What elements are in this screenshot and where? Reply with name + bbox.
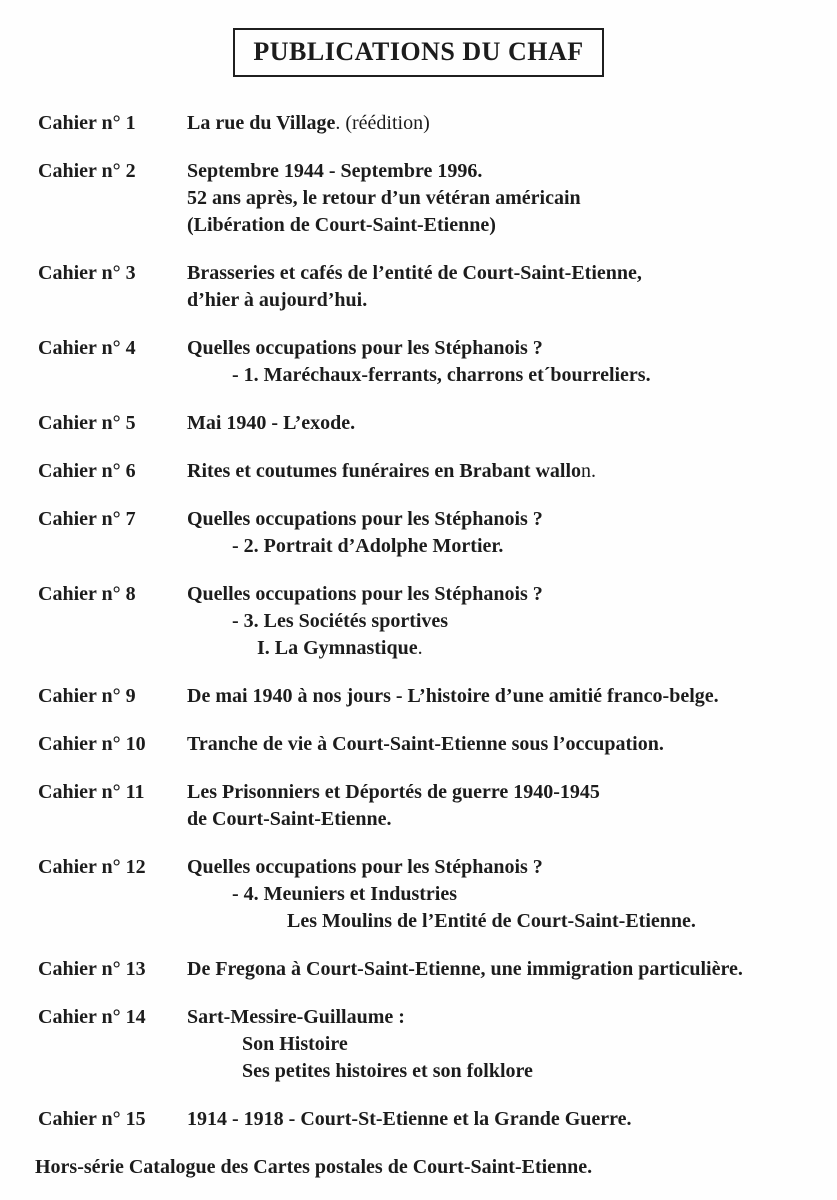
cahier-label: Cahier n° 9: [38, 685, 136, 707]
title-segment: .: [417, 637, 423, 659]
title-segment: Quelles occupations pour les Stéphanois ?: [187, 337, 543, 359]
page-title: PUBLICATIONS DU CHAF: [253, 37, 584, 66]
title-segment: Septembre 1944 - Septembre 1996.: [187, 160, 483, 182]
publication-row: [38, 335, 809, 389]
publication-row: [38, 158, 809, 239]
cahier-label: Cahier n° 8: [38, 583, 136, 605]
publication-title-line: [187, 806, 809, 833]
publication-title-line: [187, 1031, 809, 1058]
cahier-label: Cahier n° 4: [38, 337, 136, 359]
title-segment: Quelles occupations pour les Stéphanois ?: [187, 583, 543, 605]
publication-row: [38, 731, 809, 758]
publication-title: [187, 1106, 809, 1133]
title-segment: Tranche de vie à Court-Saint-Etienne sous l’occupation.: [187, 733, 664, 755]
publication-title-line: [187, 158, 809, 185]
publication-row: [38, 854, 809, 935]
title-segment: Les Prisonniers et Déportés de guerre 1940-1945: [187, 781, 600, 803]
title-segment: de Court-Saint-Etienne.: [187, 808, 392, 830]
publication-title-line: [187, 731, 809, 758]
cahier-label: Cahier n° 7: [38, 508, 136, 530]
publication-title-line: [187, 287, 809, 314]
publication-title-line: [187, 335, 809, 362]
title-segment: . (réédition): [335, 112, 430, 134]
title-segment: De mai 1940 à nos jours - L’histoire d’une amitié franco-belge.: [187, 685, 719, 707]
title-segment: Quelles occupations pour les Stéphanois ?: [187, 856, 543, 878]
publication-row: [38, 458, 809, 485]
publication-title-line: [187, 1004, 809, 1031]
publication-title-line: [187, 212, 809, 239]
publication-row: [38, 1106, 809, 1133]
publication-title-line: [187, 458, 809, 485]
publication-title: [187, 458, 809, 485]
cahier-label: Cahier n° 14: [38, 1006, 146, 1028]
publication-title: [187, 158, 809, 239]
title-segment: 52 ans après, le retour d’un vétéran américain: [187, 187, 581, 209]
publication-row: [38, 110, 809, 137]
cahier-label: Cahier n° 12: [38, 856, 146, 878]
hors-serie-line: Hors-série Catalogue des Cartes postales de Court-Saint-Etienne.: [35, 1156, 593, 1178]
publication-title: [187, 110, 809, 137]
publication-title-line: [187, 110, 809, 137]
publication-title-line: [187, 779, 809, 806]
publication-title-line: [187, 410, 809, 437]
cahier-label: Cahier n° 10: [38, 733, 146, 755]
publication-title-line: [187, 608, 809, 635]
publication-title-line: [187, 854, 809, 881]
publication-title-line: [187, 683, 809, 710]
publication-title-line: [187, 1058, 809, 1085]
publication-title: [187, 410, 809, 437]
title-segment: - 4. Meuniers et Industries: [232, 883, 457, 905]
title-segment: Quelles occupations pour les Stéphanois ?: [187, 508, 543, 530]
page-title-box: [233, 28, 603, 77]
publication-title: [187, 260, 809, 314]
cahier-label: Cahier n° 15: [38, 1108, 146, 1130]
publication-title-line: [187, 908, 809, 935]
publication-row: [38, 779, 809, 833]
publications-list: [0, 110, 837, 1133]
cahier-label: Cahier n° 5: [38, 412, 136, 434]
cahier-label: Cahier n° 3: [38, 262, 136, 284]
publication-title: [187, 854, 809, 935]
title-segment: - 3. Les Sociétés sportives: [232, 610, 449, 632]
publication-title-line: [187, 260, 809, 287]
publication-row: [38, 1004, 809, 1085]
title-segment: Brasseries et cafés de l’entité de Court-Saint-Etienne,: [187, 262, 642, 284]
publication-title-line: [187, 1106, 809, 1133]
title-segment: Mai 1940 - L’exode.: [187, 412, 356, 434]
publication-title: [187, 581, 809, 662]
publication-row: [38, 260, 809, 314]
cahier-label: Cahier n° 1: [38, 112, 136, 134]
title-segment: Ses petites histoires et son folklore: [242, 1060, 533, 1082]
title-segment: La rue du Village: [187, 112, 336, 134]
cahier-label: Cahier n° 13: [38, 958, 146, 980]
title-segment: d’hier à aujourd’hui.: [187, 289, 368, 311]
title-segment: I. La Gymnastique: [257, 637, 418, 659]
publication-title: [187, 956, 809, 983]
publication-title: [187, 779, 809, 833]
cahier-label: Cahier n° 2: [38, 160, 136, 182]
publication-row: [38, 683, 809, 710]
publication-title-line: [187, 581, 809, 608]
publication-title: [187, 731, 809, 758]
title-segment: - 2. Portrait d’Adolphe Mortier.: [232, 535, 504, 557]
publication-title: [187, 683, 809, 710]
publication-row: [38, 581, 809, 662]
publication-title-line: [187, 362, 809, 389]
publication-title-line: [187, 506, 809, 533]
title-segment: De Fregona à Court-Saint-Etienne, une immigration particulière.: [187, 958, 743, 980]
title-segment: n.: [581, 460, 597, 482]
title-segment: (Libération de Court-Saint-Etienne): [187, 214, 496, 236]
title-segment: Les Moulins de l’Entité de Court-Saint-Etienne.: [287, 910, 696, 932]
publication-title: [187, 506, 809, 560]
title-segment: - 1. Maréchaux-ferrants, charrons et´bourreliers.: [232, 364, 651, 386]
publication-title: [187, 1004, 809, 1085]
cahier-label: Cahier n° 6: [38, 460, 136, 482]
publication-row: [38, 506, 809, 560]
publication-row: [38, 956, 809, 983]
title-segment: Son Histoire: [242, 1033, 348, 1055]
publication-title-line: [187, 956, 809, 983]
publication-title-line: [187, 881, 809, 908]
publication-title: [187, 335, 809, 389]
publication-title-line: [187, 185, 809, 212]
publication-title-line: [187, 635, 809, 662]
publication-title-line: [187, 533, 809, 560]
cahier-label: Cahier n° 11: [38, 781, 145, 803]
title-segment: Sart-Messire-Guillaume :: [187, 1006, 405, 1028]
title-segment: 1914 - 1918 - Court-St-Etienne et la Grande Guerre.: [187, 1108, 632, 1130]
publication-row: [38, 410, 809, 437]
title-segment: Rites et coutumes funéraires en Brabant wallo: [187, 460, 582, 482]
